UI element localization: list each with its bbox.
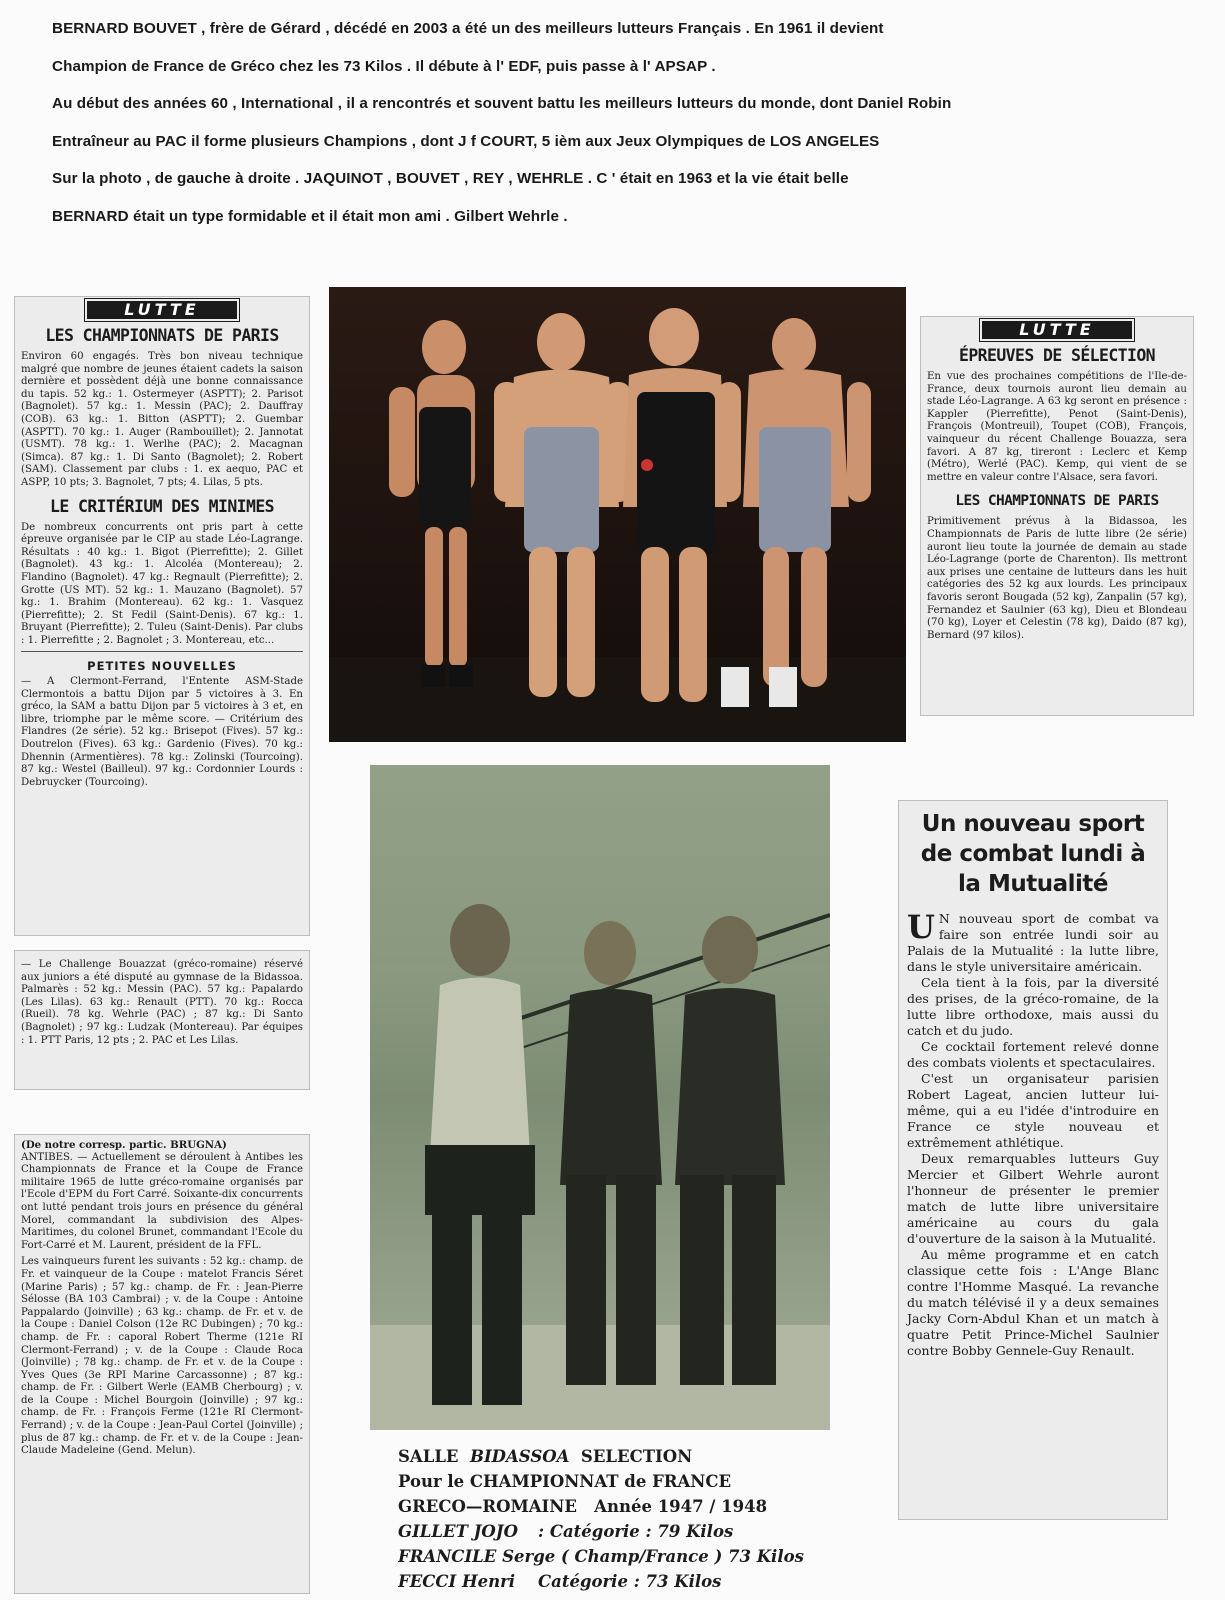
clipping-championnats-paris bbox=[14, 296, 310, 936]
photo-four-wrestlers bbox=[329, 287, 906, 742]
caption-category: Catégorie : 73 Kilos bbox=[538, 1572, 722, 1591]
drop-cap: U bbox=[907, 908, 935, 946]
intro-line: BERNARD était un type formidable et il était mon ami . Gilbert Wehrle . bbox=[52, 207, 568, 225]
clipping-body: De nombreux concurrents ont pris part à cette épreuve organisée par le CIP au stade Léo-Lagrange. Résultats : 40 kg.: 1. Bigot (Pierrefitte); 2. Gillet (Bagnolet). 43 kg.: 1. Alcoléa (Montereau); 2. Flandino (Bagnolet). 47 kg.: Regnault (Pierrefitte); 2. Grotte (US MT). 52 kg.: 1. Mauzano (Bagnolet). 57 kg.: 1. Brahim (Montereau). 62 kg.: 1. Vasquez (Pierrefitte); 2. St Fedil (Saint-Denis). 67 kg.: 1. Bruyant (Pierrefitte); 2. Tuleu (Saint-Denis). Par clubs : 1. Pierrefitte ; 2. Bagnolet ; 3. Montereau, etc... bbox=[21, 521, 303, 646]
clipping-body: Cela tient à la fois, par la diversité des prises, de la gréco-romaine, de la lutte libre orthodoxe, mais aussi du catch et du judo. bbox=[907, 975, 1159, 1038]
caption-selection: SELECTION bbox=[580, 1447, 693, 1466]
clipping-body: Au même programme et en catch classique cette fois : L'Ange Blanc contre l'Homme Masqué. La revanche du match télévisé il y a deux semaines Jacky Corn-Abdul Khan et un match à quatre Petit Prince-Michel Saulnier contre Bobby Gennele-Guy Renault. bbox=[907, 1247, 1159, 1358]
intro-text bbox=[52, 10, 1222, 235]
clipping-heading: LES CHAMPIONNATS DE PARIS bbox=[45, 326, 279, 345]
intro-line: BERNARD BOUVET , frère de Gérard , décédé en 2003 a été un des meilleurs lutteurs Français . En 1961 il devient bbox=[52, 20, 884, 37]
photo-four-wrestlers-image bbox=[329, 287, 906, 742]
photo-three-wrestlers bbox=[370, 765, 830, 1430]
caption-salle: SALLE bbox=[398, 1447, 459, 1466]
clipping-body: Les vainqueurs furent les suivants : 52 kg.: champ. de Fr. et vainqueur de la Coupe : matelot Francis Séret (Marine Paris) ; 57 kg.: champ. de Fr. : Jean-Pierre Sélosse (BA 103 Cambrai) ; v. de la Coupe : Antoine Pappalardo (Joinville) ; 63 kg.: champ. de Fr. et v. de la Coupe : Daniel Colson (12e RC Dubingen) ; 70 kg.: champ. de Fr. : caporal Robert Therme (121e RI Clermont-Ferrand) ; v. de la Coupe : Claude Roca (Joinville) ; 78 kg.: champ. de Fr. et v. de la Coupe : Yves Ques (3e RPI Marine Carcassonne) ; 87 kg.: champ. de Fr. : Gilbert Werle (EAMB Cherbourg) ; v. de la Coupe : Michel Bourgoin (Joinville) ; 97 kg.: champ. de Fr. : François Ferme (121e RI Clermont-Ferrand) ; v. de la Coupe : Jean-Paul Cortel (Joinville) ; plus de 87 kg.: champ. de Fr. et v. de la Coupe : Jean-Claude Madeleine (Gend. Melun). bbox=[21, 1256, 303, 1457]
caption-category: : Catégorie : 79 Kilos bbox=[538, 1522, 734, 1541]
clipping-body: Environ 60 engagés. Très bon niveau technique malgré que nombre de jeunes étaient cadets la saison dernière et possèdent déjà une bonne connaissance du tapis. 52 kg.: 1. Ostermeyer (ASPTT); 2. Parisot (Bagnolet). 57 kg.: 1. Messin (PAC); 2. Dauffray (COB). 63 kg.: 1. Bitton (ASPTT); 2. Guembar (ASPTT). 70 kg.: 1. Auger (Rambouillet); 2. Jannotat (USMT). 78 kg.: 1. Werlhe (PAC); 2. Macagnan (Simca). 87 kg.: 1. Di Santo (Bagnolet); 2. Robert (SAM). Classement par clubs : 1. ex aequo, PAC et ASPP, 10 pts; 3. Bagnolet, 7 pts; 4. Lilas, 5 pts. bbox=[21, 351, 303, 488]
caption-line bbox=[398, 1494, 818, 1519]
divider bbox=[21, 651, 303, 652]
clipping-byline: (De notre corresp. partic. BRUGNA) bbox=[21, 1139, 227, 1151]
caption-row bbox=[398, 1569, 818, 1594]
clipping-heading: ÉPREUVES DE SÉLECTION bbox=[958, 346, 1155, 365]
clipping-challenge-bouazzat bbox=[14, 950, 310, 1090]
clipping-nouveau-sport bbox=[898, 800, 1168, 1520]
clipping-title: Un nouveau sport de combat lundi à la Mutualité bbox=[920, 811, 1146, 897]
lutte-badge: LUTTE bbox=[87, 301, 237, 319]
caption-line bbox=[398, 1444, 818, 1469]
clipping-epreuves-selection bbox=[920, 316, 1194, 716]
caption-line: Pour le CHAMPIONNAT de FRANCE bbox=[398, 1472, 732, 1491]
caption-name: GILLET JOJO bbox=[398, 1522, 518, 1541]
clipping-body: — A Clermont-Ferrand, l'Entente ASM-Stade Clermontois a battu Dijon par 5 victoires à 3. En gréco, la SAM a battu Dijon par 5 victoires à 3 et, en libre, triomphe par le même score. — Critérium des Flandres (2e série). 52 kg.: Brisepot (Fives). 57 kg.: Doutrelon (Fives). 63 kg.: Gardenio (Fives). 70 kg.: Dhennin (Armentières). 78 kg.: Zolinski (Tourcoing). 87 kg.: Westel (Bailleul). 97 kg.: Cordonnier Lourds : Debruycker (Tourcoing). bbox=[21, 676, 303, 788]
caption-annee: Année 1947 / 1948 bbox=[594, 1497, 768, 1516]
caption-row bbox=[398, 1519, 818, 1544]
intro-line: Sur la photo , de gauche à droite . JAQUINOT , BOUVET , REY , WEHRLE . C ' était en 1963 et la vie était belle bbox=[52, 170, 849, 187]
clipping-body: Deux remarquables lutteurs Guy Mercier et Gilbert Wehrle auront l'honneur de présenter le premier match de lutte libre universitaire américaine au cours du gala d'ouverture de la saison à la Mutualité. bbox=[907, 1151, 1159, 1246]
clipping-heading: LE CRITÉRIUM DES MINIMES bbox=[49, 496, 274, 516]
clipping-heading: LES CHAMPIONNATS DE PARIS bbox=[955, 493, 1159, 510]
clipping-body: C'est un organisateur parisien Robert Lageat, ancien lutteur lui-même, qui a eu l'idée d'introduire en France ce style nouveau et extrêmement athlétique. bbox=[907, 1071, 1159, 1150]
photo-three-wrestlers-image bbox=[370, 765, 830, 1430]
caption-bidassoa: BIDASSOA bbox=[470, 1447, 570, 1466]
intro-line: Entraîneur au PAC il forme plusieurs Champions , dont J f COURT, 5 ièm aux Jeux Olympiques de LOS ANGELES bbox=[52, 132, 880, 150]
intro-line: Champion de France de Gréco chez les 73 Kilos . Il débute à l' EDF, puis passe à l' APSAP . bbox=[52, 57, 716, 75]
lutte-badge: LUTTE bbox=[982, 321, 1132, 339]
clipping-body: ANTIBES. — Actuellement se déroulent à Antibes les Championnats de France et la Coupe de France militaire 1965 de lutte gréco-romaine organisés par l'Ecole d'EPM du Fort Carré. Soixante-dix concurrents ont lutté pendant trois jours en présence du général Morel, commandant la subdivision des Alpes-Maritimes, du colonel Brunet, commandant l'Ecole du Fort-Carré et M. Laurent, président de la FFL. bbox=[21, 1151, 303, 1251]
caption-row bbox=[398, 1544, 818, 1569]
caption-name: FECCI Henri bbox=[398, 1572, 516, 1591]
clipping-heading: PETITES NOUVELLES bbox=[87, 659, 237, 674]
clipping-body: Ce cocktail fortement relevé donne des combats violents et spectaculaires. bbox=[907, 1039, 1159, 1070]
clipping-body: — Le Challenge Bouazzat (gréco-romaine) réservé aux juniors a été disputé au gymnase de la Bidassoa. Palmarès : 52 kg.: Messin (PAC). 57 kg.: Papalardo (Les Lilas). 63 kg.: Renault (PTT). 70 kg.: Rocca (Rueil). 78 kg. Wehrle (PAC) ; 87 kg.: Di Santo (Bagnolet) ; 97 kg.: Ludzak (Montereau). Par équipes : 1. PTT Paris, 12 pts ; 2. PAC et Les Lilas. bbox=[21, 959, 303, 1046]
clipping-body: En vue des prochaines compétitions de l'Ile-de-France, deux tournois auront lieu demain au stade Léo-Lagrange. A 63 kg seront en présence : Kappler (Pierrefitte), Penot (Saint-Denis), François (Montreuil), Toupet (COB), François, vainqueur du récent Challenge Bouazza, sera favori. A 87 kg, tireront : Leclerc et Kemp (Métro), Werlé (PAC). Kemp, qui vient de se mettre en valeur contre l'Alsace, sera favori. bbox=[927, 371, 1187, 483]
caption-greco: GRECO—ROMAINE bbox=[398, 1497, 577, 1516]
clipping-body: N nouveau sport de combat va faire son entrée lundi soir au Palais de la Mutualité : la lutte libre, dans le style universitaire américain. bbox=[907, 911, 1159, 974]
caption-name: FRANCILE Serge ( Champ/France ) 73 Kilos bbox=[398, 1547, 804, 1566]
intro-line: Au début des années 60 , International , il a rencontrés et souvent battu les meilleurs lutteurs du monde, dont Daniel Robin bbox=[52, 95, 952, 112]
clipping-body: Primitivement prévus à la Bidassoa, les Championnats de Paris de lutte libre (2e série) auront lieu toute la journée de demain au stade Léo-Lagrange (porte de Charenton). Ils mettront aux prises une centaine de lutteurs dans les huit catégories des 52 kg aux lourds. Les principaux favoris seront Bougada (52 kg), Zanpalin (57 kg), Fernandez et Saulnier (63 kg), Dieu et Blondeau (70 kg), Loyer et Celestin (78 kg), Daido (87 kg), Bernard (97 kilos). bbox=[927, 516, 1187, 641]
photo-caption bbox=[398, 1444, 818, 1594]
clipping-antibes bbox=[14, 1134, 310, 1594]
